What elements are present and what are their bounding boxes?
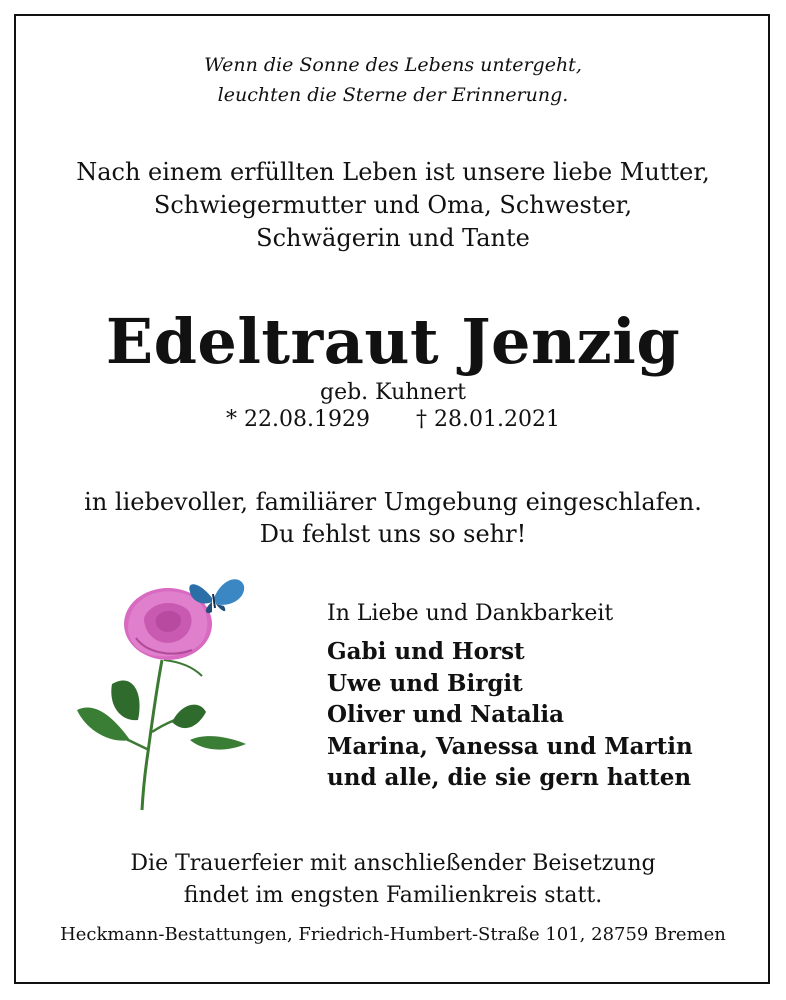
motto-line-2: leuchten die Sterne der Erinnerung. [217,84,569,106]
intro-line-1: Nach einem erfüllten Leben ist unsere liebe Mutter, [76,158,710,186]
intro-text [0,156,786,255]
mourner-name: Uwe und Birgit [327,669,523,697]
motto-line-1: Wenn die Sonne des Lebens untergeht, [204,54,582,76]
mourner-name: und alle, die sie gern hatten [327,764,692,791]
intro-line-2: Schwiegermutter und Oma, Schwester, [153,191,633,219]
death-date: † 28.01.2021 [416,407,560,432]
life-dates [0,406,786,434]
deceased-name: Edeltraut Jenzig [105,305,681,378]
closing-line-2: Du fehlst uns so sehr! [259,520,527,548]
intro-line-3: Schwägerin und Tante [256,224,530,252]
closing-text [0,486,786,550]
funeral-line-1: Die Trauerfeier mit anschließender Beisetzung [130,851,656,876]
mourner-name: Oliver und Natalia [327,701,564,728]
birth-date: * 22.08.1929 [226,407,370,432]
rose-with-butterfly-icon [72,572,252,812]
thanks-line: In Liebe und Dankbarkeit [327,601,614,626]
mourner-name: Marina, Vanessa und Martin [327,732,693,760]
closing-line-1: in liebevoller, familiärer Umgebung eingeschlafen. [84,488,702,516]
mourner-name: Gabi und Horst [327,638,525,665]
maiden-name: geb. Kuhnert [319,380,466,405]
funeral-line-2: findet im engsten Familienkreis statt. [183,883,603,908]
funeral-info [0,848,786,912]
mourners-block [327,598,767,794]
mourner-names [327,636,767,794]
motto [0,50,786,110]
undertaker-address: Heckmann-Bestattungen, Friedrich-Humbert-Straße 101, 28759 Bremen [60,924,726,945]
